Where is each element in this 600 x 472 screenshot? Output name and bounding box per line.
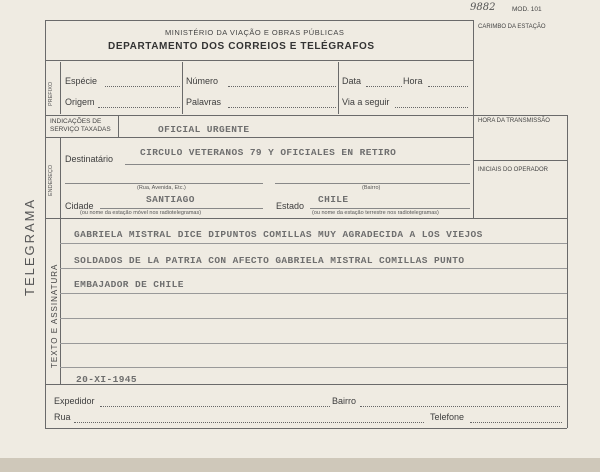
prefix-label: PREFIXO — [48, 81, 54, 106]
department-title: DEPARTAMENTO DOS CORREIOS E TELÉGRAFOS — [108, 41, 375, 52]
serial-number: 9882 — [470, 2, 496, 13]
especie-label: Espécie — [65, 76, 98, 86]
rua-hint: (Rua, Avenida, Etc.) — [137, 185, 186, 191]
bairro-label: Bairro — [332, 396, 357, 406]
model-number: MOD. 101 — [512, 6, 542, 13]
telefone-label: Telefone — [430, 412, 465, 422]
bairro-hint: (Bairro) — [362, 185, 381, 191]
hora-label: Hora — [403, 76, 423, 86]
indicacoes-value: OFICIAL URGENTE — [158, 124, 250, 135]
expedidor-label: Expedidor — [54, 396, 95, 406]
text-line-1: GABRIELA MISTRAL DICE DIPUNTOS COMILLAS MUY AGRADECIDA A LOS VIEJOS — [74, 229, 483, 240]
date-value: 20-XI-1945 — [76, 374, 138, 385]
data-label: Data — [342, 76, 362, 86]
text-signature-label: TEXTO E ASSINATURA — [50, 263, 59, 368]
numero-label: Número — [186, 76, 219, 86]
address-label: ENDEREÇO — [48, 164, 54, 196]
estado-hint: (ou nome da estação terrestre nos radiotelegramas) — [312, 210, 439, 216]
cidade-hint: (ou nome da estação móvel nos radiotelegramas) — [80, 210, 202, 216]
via-label: Via a seguir — [342, 97, 390, 107]
ministry-title: MINISTÉRIO DA VIAÇÃO E OBRAS PÚBLICAS — [165, 28, 345, 37]
scanner-edge — [0, 458, 600, 472]
cidade-label: Cidade — [65, 201, 94, 211]
destinatario-value: CIRCULO VETERANOS 79 Y OFICIALES EN RETIRO — [140, 147, 397, 158]
destinatario-label: Destinatário — [65, 154, 114, 164]
cidade-value: SANTIAGO — [146, 194, 195, 205]
station-stamp-label: CARIMBO DA ESTAÇÃO — [478, 24, 546, 30]
origem-label: Origem — [65, 97, 95, 107]
text-line-2: SOLDADOS DE LA PATRIA CON AFECTO GABRIELA MISTRAL COMILLAS PUNTO — [74, 255, 465, 266]
estado-label: Estado — [276, 201, 305, 211]
operator-initials-label: INICIAIS DO OPERADOR — [478, 167, 549, 173]
text-line-3: EMBAJADOR DE CHILE — [74, 279, 184, 290]
transmission-time-label: HORA DA TRANSMISSÃO — [478, 118, 550, 124]
estado-value: CHILE — [318, 194, 349, 205]
indicacoes-label: INDICAÇÕES DE SERVIÇO TAXADAS — [50, 118, 111, 133]
side-title: TELEGRAMA — [22, 197, 37, 296]
rua-label: Rua — [54, 412, 71, 422]
palavras-label: Palavras — [186, 97, 222, 107]
